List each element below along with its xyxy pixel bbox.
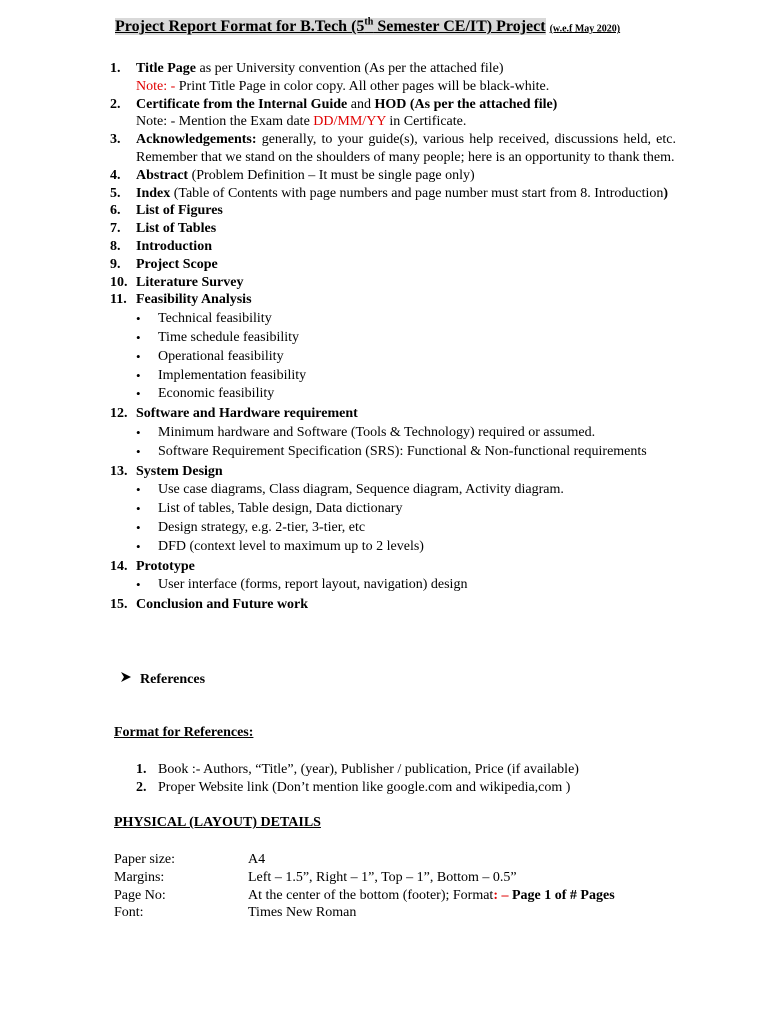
note-text: Print Title Page in color copy. All other pages will be black-white. bbox=[178, 78, 550, 94]
item-number: 8. bbox=[110, 238, 121, 254]
item-number: 9. bbox=[110, 256, 121, 272]
references-format-list bbox=[136, 761, 676, 797]
item-text-end: ) bbox=[663, 185, 669, 201]
title-effective-date: (w.e.f May 2020) bbox=[549, 23, 621, 35]
sub-list-item: • Operational feasibility bbox=[136, 348, 676, 367]
list-item bbox=[110, 291, 676, 404]
item-heading: System Design bbox=[136, 463, 223, 479]
sub-list-item: • Implementation feasibility bbox=[136, 367, 676, 386]
page-title bbox=[115, 17, 677, 36]
item-text: Proper Website link (Don’t mention like google.com and wikipedia,com ) bbox=[158, 780, 571, 795]
detail-value-text: At the center of the bottom (footer); Format bbox=[248, 887, 494, 903]
sub-list bbox=[136, 424, 676, 462]
list-item bbox=[136, 779, 676, 797]
references-label: References bbox=[140, 672, 206, 687]
item-heading-2: HOD (As per the attached file) bbox=[374, 96, 558, 112]
detail-value: Left – 1.5”, Right – 1”, Top – 1”, Bottom – 0.5” bbox=[248, 869, 517, 885]
format-references-heading: Format for References: bbox=[114, 725, 254, 740]
references-entry bbox=[120, 671, 205, 688]
item-text: (Problem Definition – It must be single page only) bbox=[188, 167, 475, 183]
sub-list-item: • Time schedule feasibility bbox=[136, 329, 676, 348]
sub-list-item: • Minimum hardware and Software (Tools & Technology) required or assumed. bbox=[136, 424, 676, 443]
item-number: 5. bbox=[110, 185, 121, 201]
item-number: 2. bbox=[110, 96, 121, 112]
item-heading: Abstract bbox=[136, 167, 189, 183]
title-highlight bbox=[115, 18, 546, 35]
item-text: Book :- Authors, “Title”, (year), Publisher / publication, Price (if available) bbox=[158, 762, 579, 777]
note-label: Note: - bbox=[136, 78, 179, 94]
list-item bbox=[110, 558, 676, 596]
report-sections-list bbox=[110, 60, 676, 614]
item-heading: List of Tables bbox=[136, 221, 217, 237]
list-item bbox=[110, 220, 676, 238]
item-heading: Feasibility Analysis bbox=[136, 292, 252, 308]
item-number: 1. bbox=[136, 762, 147, 777]
arrowhead-bullet-icon bbox=[120, 671, 140, 688]
sub-list bbox=[136, 310, 676, 404]
detail-row bbox=[114, 851, 676, 869]
list-item bbox=[110, 96, 676, 132]
item-number: 13. bbox=[110, 463, 128, 479]
item-number: 4. bbox=[110, 167, 121, 183]
list-item bbox=[110, 202, 676, 220]
item-text: (Table of Contents with page numbers and page number must start from 8. Introduction bbox=[170, 185, 664, 201]
item-heading: Conclusion and Future work bbox=[136, 597, 309, 613]
list-item bbox=[110, 185, 676, 203]
sub-list-item: • Use case diagrams, Class diagram, Sequence diagram, Activity diagram. bbox=[136, 481, 676, 500]
list-item bbox=[110, 274, 676, 292]
sub-list-item: • Software Requirement Specification (SRS): Functional & Non-functional requirements bbox=[136, 443, 676, 462]
list-item bbox=[110, 256, 676, 274]
item-heading: Certificate from the Internal Guide bbox=[136, 96, 348, 112]
list-item bbox=[110, 463, 676, 557]
item-heading: Software and Hardware requirement bbox=[136, 406, 358, 422]
list-item bbox=[110, 60, 676, 96]
item-number: 3. bbox=[110, 132, 121, 148]
item-heading: Index bbox=[136, 185, 171, 201]
detail-value-format: Page 1 of # Pages bbox=[512, 887, 615, 903]
detail-row bbox=[114, 869, 676, 887]
item-number: 14. bbox=[110, 558, 128, 574]
item-text: as per University convention (As per the attached file) bbox=[196, 61, 504, 76]
physical-details-table bbox=[114, 851, 676, 922]
note-text: Note: - Mention the Exam date bbox=[136, 114, 314, 130]
item-heading: Introduction bbox=[136, 238, 212, 254]
detail-row bbox=[114, 904, 676, 922]
item-number: 15. bbox=[110, 597, 128, 613]
item-heading: Literature Survey bbox=[136, 274, 244, 290]
sub-list-item: • Design strategy, e.g. 2-tier, 3-tier, etc bbox=[136, 519, 676, 538]
sub-list-item: • User interface (forms, report layout, navigation) design bbox=[136, 576, 676, 595]
sub-list-item: • Technical feasibility bbox=[136, 310, 676, 329]
list-item bbox=[110, 131, 676, 167]
note-text-end: in Certificate. bbox=[385, 114, 467, 130]
item-number: 11. bbox=[110, 292, 127, 308]
detail-key: Font: bbox=[114, 905, 144, 921]
detail-key: Page No: bbox=[114, 887, 166, 903]
item-text: and bbox=[347, 96, 375, 112]
item-heading: Prototype bbox=[136, 558, 195, 574]
item-heading: Project Scope bbox=[136, 256, 218, 272]
detail-value-separator: : – bbox=[493, 887, 512, 903]
title-main-rest: Semester CE/IT) Project bbox=[373, 18, 546, 36]
sub-list bbox=[136, 481, 676, 556]
item-number: 7. bbox=[110, 221, 121, 237]
note-date-format: DD/MM/YY bbox=[313, 114, 386, 130]
item-heading: List of Figures bbox=[136, 203, 223, 219]
item-text: generally, to your guide(s), various help received, discussions held, etc. Remember that we stand on the shoulders of many people; here is an opportunity to thank them. bbox=[136, 132, 676, 165]
detail-key: Margins: bbox=[114, 869, 165, 885]
list-item bbox=[136, 761, 676, 779]
title-superscript: th bbox=[364, 17, 374, 28]
physical-details-heading: PHYSICAL (LAYOUT) DETAILS bbox=[114, 815, 321, 830]
detail-value: Times New Roman bbox=[248, 905, 357, 921]
detail-value bbox=[248, 887, 676, 905]
detail-row bbox=[114, 887, 676, 905]
sub-list-item: • List of tables, Table design, Data dictionary bbox=[136, 500, 676, 519]
list-item bbox=[110, 596, 676, 614]
detail-key: Paper size: bbox=[114, 852, 176, 867]
sub-list-item: • Economic feasibility bbox=[136, 385, 676, 404]
list-item bbox=[110, 405, 676, 461]
item-heading: Acknowledgements: bbox=[136, 132, 257, 148]
list-item bbox=[110, 167, 676, 185]
item-number: 2. bbox=[136, 780, 147, 795]
sub-list bbox=[136, 576, 676, 595]
title-main: Project Report Format for B.Tech (5 bbox=[115, 18, 365, 36]
list-item bbox=[110, 238, 676, 256]
item-number: 1. bbox=[110, 61, 121, 76]
sub-list-item: • DFD (context level to maximum up to 2 levels) bbox=[136, 538, 676, 557]
item-heading: Title Page bbox=[136, 61, 197, 76]
detail-value: A4 bbox=[248, 852, 266, 867]
item-number: 12. bbox=[110, 406, 128, 422]
item-number: 10. bbox=[110, 274, 128, 290]
item-number: 6. bbox=[110, 203, 121, 219]
